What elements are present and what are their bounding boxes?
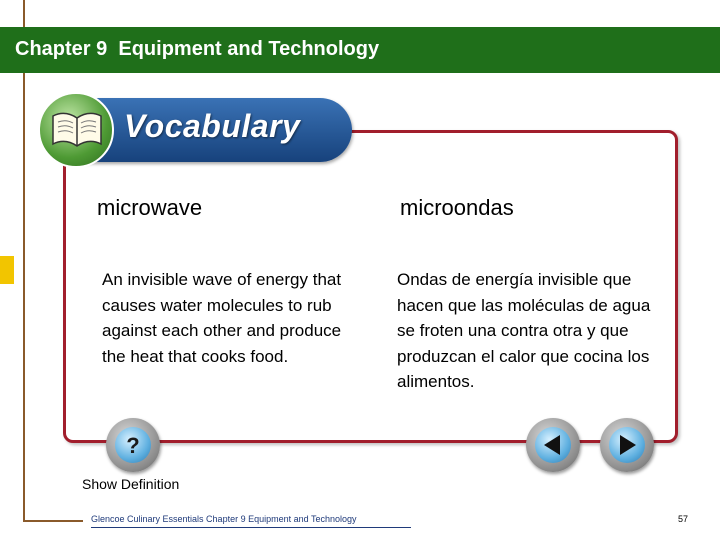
left-border-line <box>23 0 25 522</box>
footer-text: Glencoe Culinary Essentials Chapter 9 Equipment and Technology <box>91 514 357 524</box>
show-definition-link[interactable]: Show Definition <box>82 476 180 492</box>
show-definition-button[interactable] <box>106 418 160 472</box>
vocabulary-badge <box>42 98 352 162</box>
term-spanish: microondas <box>400 195 514 220</box>
chapter-header <box>0 27 720 73</box>
next-arrow-icon <box>600 418 654 472</box>
svg-text:?: ? <box>126 433 140 458</box>
chapter-title: Chapter 9 Equipment and Technology <box>15 38 380 60</box>
previous-button[interactable] <box>526 418 580 472</box>
previous-arrow-icon <box>526 418 580 472</box>
definition-english: An invisible wave of energy that causes water molecules to rub against each other and produce the heat that cooks food. <box>102 270 342 366</box>
page-number: 57 <box>678 514 689 524</box>
definition-spanish: Ondas de energía invisible que hacen que las moléculas de agua se froten una contra otra y que produzcan el calor que cocina los alimentos. <box>397 270 651 391</box>
question-icon <box>106 418 160 472</box>
next-button[interactable] <box>600 418 654 472</box>
bottom-border-line <box>23 520 83 522</box>
vocabulary-label: Vocabulary <box>124 108 301 144</box>
term-english: microwave <box>97 195 203 220</box>
book-icon <box>38 92 114 168</box>
side-tab-marker <box>0 256 14 284</box>
footer-underline <box>91 527 411 528</box>
